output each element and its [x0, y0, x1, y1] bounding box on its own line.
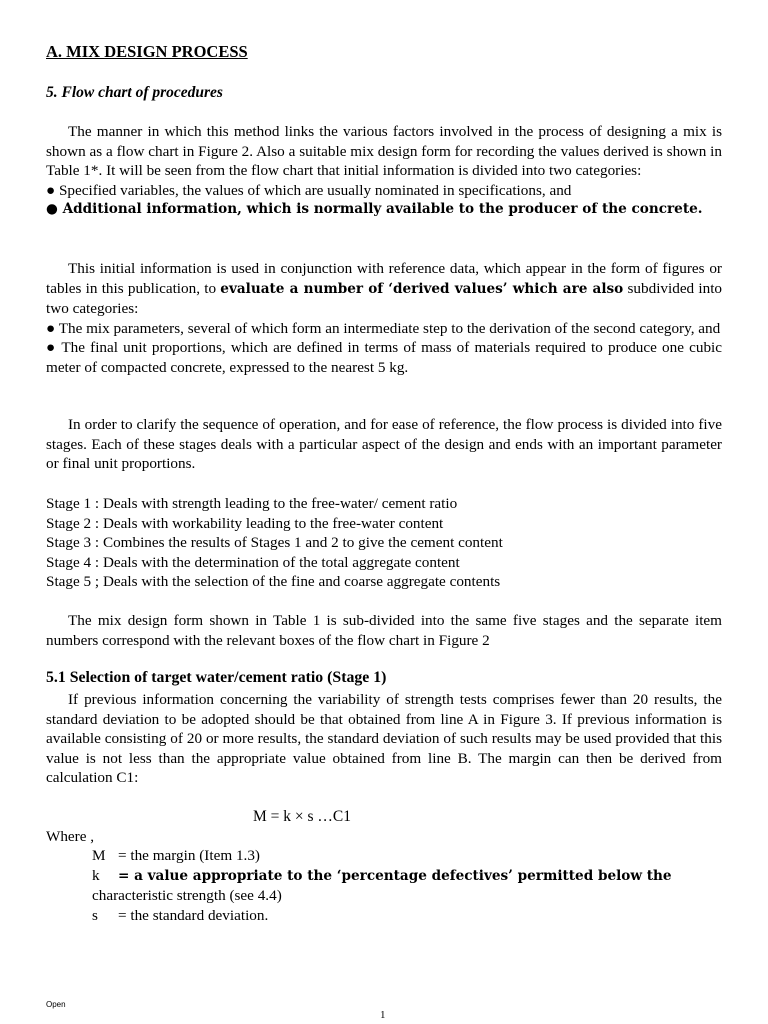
stage-item: Stage 5 ; Deals with the selection of the fine and coarse aggregate contents [46, 573, 501, 590]
section-title: 5.1 Selection of target water/cement ratio (Stage 1) [46, 669, 387, 686]
definition-desc: = a value appropriate to the ‘percentage defectives’ permitted below the [118, 867, 672, 884]
reference-bullet: ● The final unit proportions, which are defined in terms of mass of materials required to produce one cubic meter of compacted concrete, expressed to the nearest 5 kg. [46, 339, 722, 376]
stages-intro-paragraph: In order to clarify the sequence of operation, and for ease of reference, the flow process is divided into five stages. Each of these stages deals with a particular aspect of the design and ends with an important parameter or final unit proportions. [46, 416, 722, 472]
formula: M = k × s …C1 [253, 808, 352, 825]
definition-item [92, 846, 712, 866]
page-heading: A. MIX DESIGN PROCESS [46, 42, 248, 61]
form-paragraph: The mix design form shown in Table 1 is sub-divided into the same five stages and the separate item numbers correspond with the relevant boxes of the flow chart in Figure 2 [46, 612, 722, 649]
definition-term: k [92, 866, 100, 884]
definition-item [92, 906, 712, 926]
where-label: Where , [46, 828, 95, 845]
definition-desc: = the standard deviation. [118, 906, 269, 924]
stages-list [46, 494, 722, 592]
definition-item [92, 866, 712, 887]
reference-paragraph [46, 259, 722, 319]
stage-item: Stage 2 : Deals with workability leading to the free-water content [46, 514, 444, 532]
stage-item: Stage 1 : Deals with strength leading to the free-water/ cement ratio [46, 495, 458, 512]
reference-section [46, 259, 722, 377]
stage-item: Stage 3 : Combines the results of Stages 1 and 2 to give the cement content [46, 534, 503, 551]
reference-bullet: ● The mix parameters, several of which form an intermediate step to the derivation of the second category, and [46, 319, 721, 337]
definitions-list [92, 846, 712, 925]
intro-section [46, 122, 722, 220]
intro-paragraph: The manner in which this method links the various factors involved in the process of designing a mix is shown as a flow chart in Figure 2. Also a suitable mix design form for recording the values derived is shown in Table 1*. It will be seen from the flow chart that initial information is divided into two categories: [46, 123, 722, 179]
reference-text-bold: evaluate a number of ‘derived values’ which are also [220, 280, 624, 297]
definition-continuation: characteristic strength (see 4.4) [92, 887, 282, 904]
section-paragraph: If previous information concerning the variability of strength tests comprises fewer than 20 results, the standard deviation to be adopted should be that obtained from line A in Figure 3. If previous information is available consisting of 20 or more results, the standard deviation of such results may be used provided that this value is not less than the appropriate value obtained from line B. The margin can then be derived from calculation C1: [46, 691, 722, 786]
definition-term: s [92, 906, 98, 924]
intro-bullet: ● Specified variables, the values of which are usually nominated in specifications, and [46, 181, 572, 199]
intro-bullet: ● Additional information, which is normally available to the producer of the concrete. [46, 201, 703, 217]
definition-desc: = the margin (Item 1.3) [118, 847, 260, 864]
page-number: 1 [380, 1009, 386, 1021]
reference-text-end: subdivided into two categories: [46, 279, 723, 317]
stage-item: Stage 4 : Deals with the determination of the total aggregate content [46, 553, 460, 571]
footer-label: Open [46, 1000, 66, 1009]
definition-term: M [92, 847, 106, 864]
reference-text-start: This initial information is used in conjunction with reference data, which appear in the form of figures or tables in this publication, to [46, 260, 722, 297]
section-subheading: 5. Flow chart of procedures [46, 84, 223, 101]
